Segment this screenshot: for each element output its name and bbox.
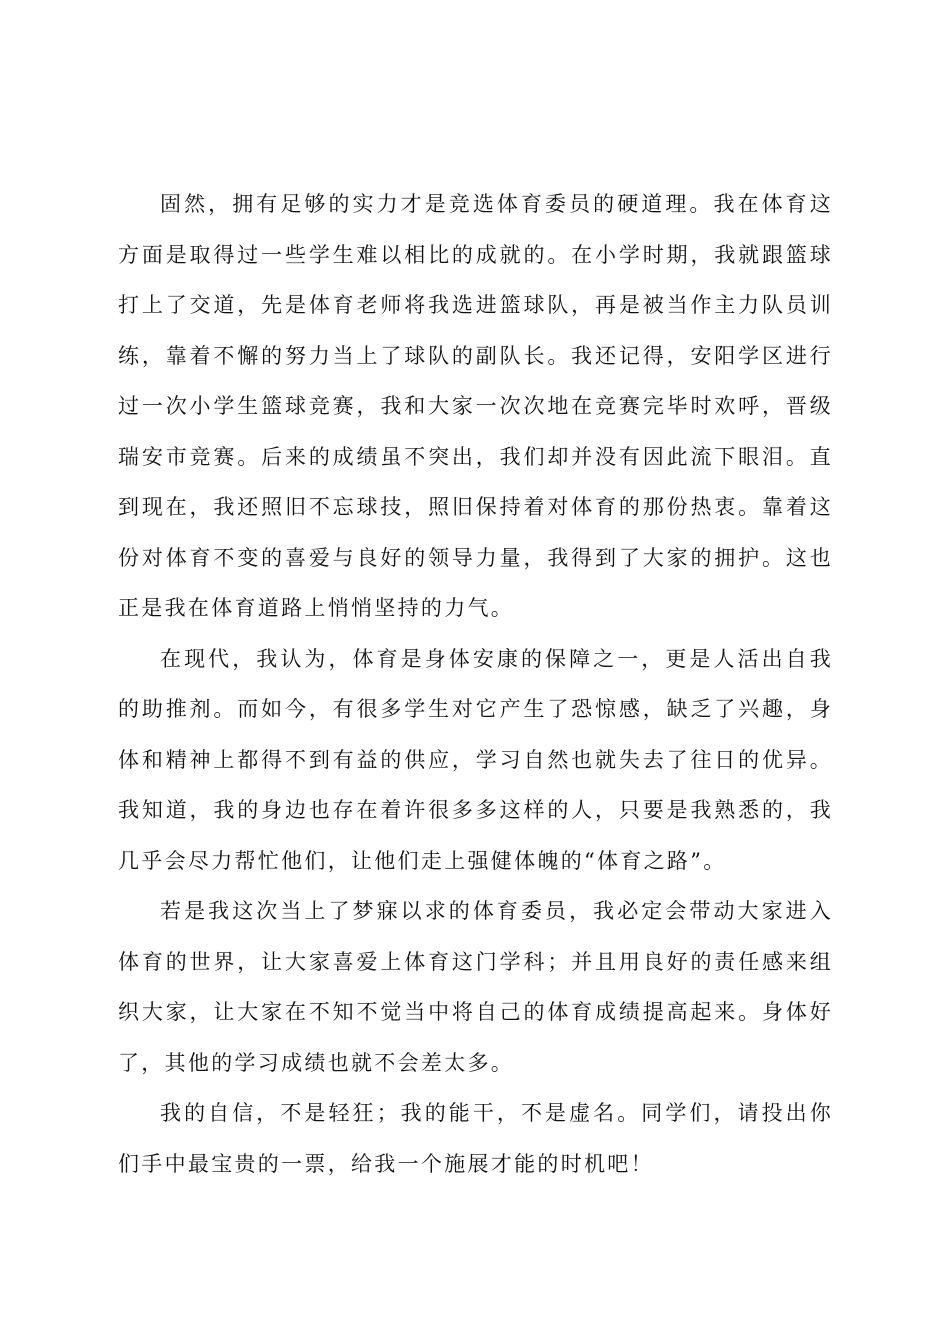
paragraph-4: 我的自信，不是轻狂；我的能干，不是虚名。同学们，请投出你们手中最宝贵的一票，给我一个施展才能的时机吧！: [118, 1101, 833, 1176]
paragraph-2: 在现代，我认为，体育是身体安康的保障之一，更是人活出自我的助推剂。而如今，有很多学生对它产生了恐惊感，缺乏了兴趣，身体和精神上都得不到有益的供应，学习自然也就失去了往日的优异。我知道，我的身边也存在着许很多多这样的人，只要是我熟悉的，我几乎会尽力帮忙他们，让他们走上强健体魄的“体育之路”。: [118, 646, 833, 873]
paragraph-3: 若是我这次当上了梦寐以求的体育委员，我必定会带动大家进入体育的世界，让大家喜爱上体育这门学科；并且用良好的责任感来组织大家，让大家在不知不觉当中将自己的体育成绩提高起来。身体好了，其他的学习成绩也就不会差太多。: [118, 899, 833, 1075]
document-body: [118, 179, 833, 1189]
paragraph-1: 固然，拥有足够的实力才是竞选体育委员的硬道理。我在体育这方面是取得过一些学生难以相比的成就的。在小学时期，我就跟篮球打上了交道，先是体育老师将我选进篮球队，再是被当作主力队员训练，靠着不懈的努力当上了球队的副队长。我还记得，安阳学区进行过一次小学生篮球竞赛，我和大家一次次地在竞赛完毕时欢呼，晋级瑞安市竞赛。后来的成绩虽不突出，我们却并没有因此流下眼泪。直到现在，我还照旧不忘球技，照旧保持着对体育的那份热衷。靠着这份对体育不变的喜爱与良好的领导力量，我得到了大家的拥护。这也正是我在体育道路上悄悄坚持的力气。: [118, 192, 833, 620]
